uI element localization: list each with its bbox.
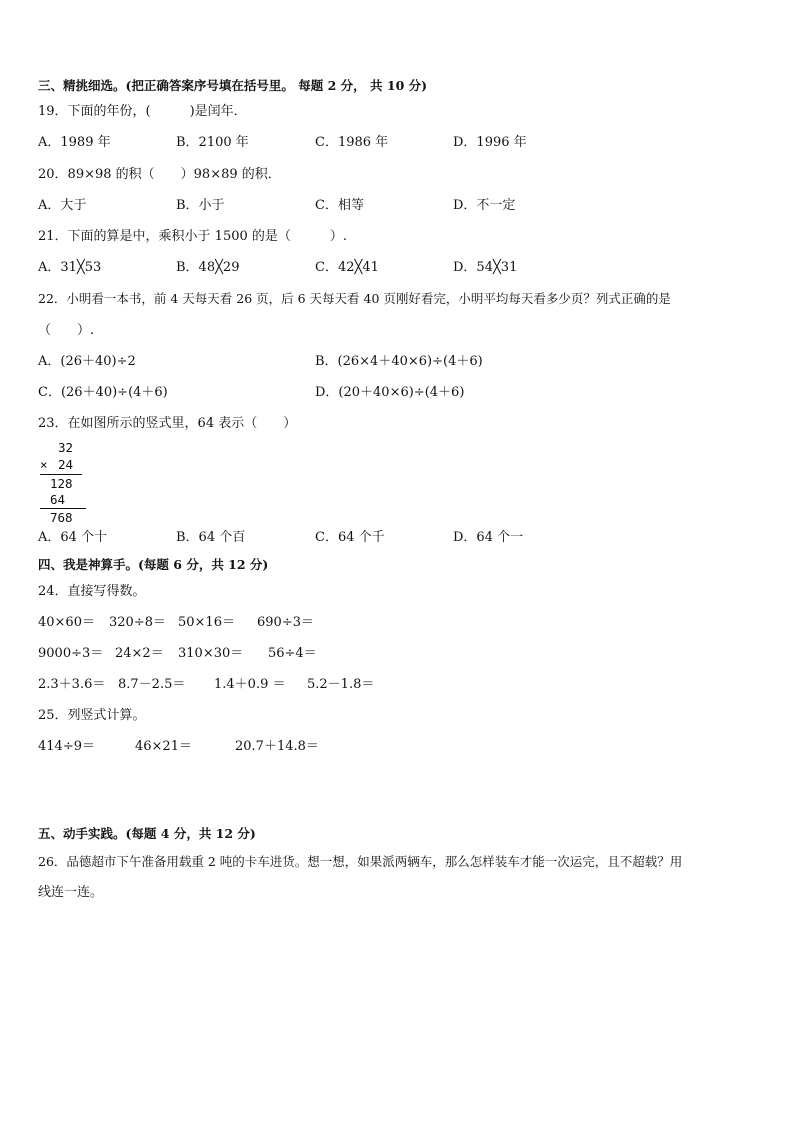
- calc-310x30: 310×30＝: [178, 646, 244, 661]
- partial-product-2: 64: [50, 492, 66, 507]
- question-26-line2: 线连一连。: [38, 885, 104, 900]
- question-22-line2: （ ）.: [38, 323, 95, 338]
- calc-24x2: 24×2＝: [115, 646, 164, 661]
- q23-option-d: D．64 个一: [453, 530, 524, 545]
- q23-option-a: A．64 个十: [38, 530, 108, 545]
- question-24: 24．直接写得数。: [38, 584, 146, 599]
- q22-option-d: D．(20＋40×6)÷(4＋6): [315, 385, 465, 400]
- section-5-heading: 五、动手实践。(每题 4 分，共 12 分): [38, 826, 256, 841]
- q19-option-b: B．2100 年: [176, 135, 249, 150]
- q22-option-c: C．(26＋40)÷(4＋6): [38, 385, 168, 400]
- question-23: 23．在如图所示的竖式里，64 表示（ ）: [38, 416, 297, 431]
- question-25: 25．列竖式计算。: [38, 708, 146, 723]
- q19-option-a: A．1989 年: [38, 135, 111, 150]
- product-rule-1: [40, 474, 82, 475]
- q19-option-d: D．1996 年: [453, 135, 527, 150]
- times-sign: ×: [40, 457, 48, 472]
- question-22-line1: 22．小明看一本书，前 4 天每天看 26 页，后 6 天每天看 40 页刚好看完，小明平均每天看多少页？列式正确的是: [38, 291, 671, 306]
- q20-option-c: C．相等: [315, 198, 364, 213]
- calc-690div3: 690÷3＝: [257, 615, 314, 630]
- calc-40x60: 40×60＝: [38, 615, 95, 630]
- calc-46x21: 46×21＝: [135, 739, 192, 754]
- question-20: 20．89×98 的积（ ）98×89 的积．: [38, 167, 281, 182]
- q22-option-b: B．(26×4＋40×6)÷(4＋6): [315, 354, 483, 369]
- q19-option-c: C．1986 年: [315, 135, 389, 150]
- product-rule-2: [40, 508, 86, 509]
- calc-1.4plus0.9: 1.4＋0.9 ＝: [214, 677, 286, 692]
- calc-56div4: 56÷4＝: [268, 646, 317, 661]
- multiplicand: 32: [58, 440, 74, 455]
- section-4-heading: 四、我是神算手。(每题 6 分，共 12 分): [38, 557, 269, 572]
- q23-option-b: B．64 个百: [176, 530, 246, 545]
- multiplier: 24: [58, 457, 74, 472]
- q22-option-a: A．(26＋40)÷2: [38, 354, 136, 369]
- calc-20.7plus14.8: 20.7＋14.8＝: [235, 739, 319, 754]
- q21-option-c: C．42╳41: [315, 260, 379, 275]
- q21-option-a: A．31╳53: [38, 260, 102, 275]
- calc-9000div3: 9000÷3＝: [38, 646, 104, 661]
- q20-option-d: D．不一定: [453, 198, 516, 213]
- calc-320div8: 320÷8＝: [109, 615, 166, 630]
- q23-option-c: C．64 个千: [315, 530, 385, 545]
- partial-product-1: 128: [50, 476, 73, 491]
- calc-414div9: 414÷9＝: [38, 739, 95, 754]
- calc-8.7minus2.5: 8.7－2.5＝: [118, 677, 186, 692]
- q21-option-d: D．54╳31: [453, 260, 518, 275]
- final-product: 768: [50, 510, 73, 525]
- calc-5.2minus1.8: 5.2－1.8＝: [307, 677, 375, 692]
- q20-option-a: A．大于: [38, 198, 87, 213]
- calc-2.3plus3.6: 2.3＋3.6＝: [38, 677, 106, 692]
- calc-50x16: 50×16＝: [178, 615, 235, 630]
- question-21: 21．下面的算是中，乘积小于 1500 的是（ ）.: [38, 229, 348, 244]
- question-19: 19．下面的年份，( )是闰年．: [38, 104, 247, 119]
- section-3-heading: 三、精挑细选。(把正确答案序号填在括号里。 每题 2 分， 共 10 分): [38, 78, 428, 93]
- q20-option-b: B．小于: [176, 198, 225, 213]
- q21-option-b: B．48╳29: [176, 260, 240, 275]
- question-26-line1: 26．品德超市下午准备用载重 2 吨的卡车进货。想一想，如果派两辆车，那么怎样装车才能一次运完，且不超载？用: [38, 854, 683, 869]
